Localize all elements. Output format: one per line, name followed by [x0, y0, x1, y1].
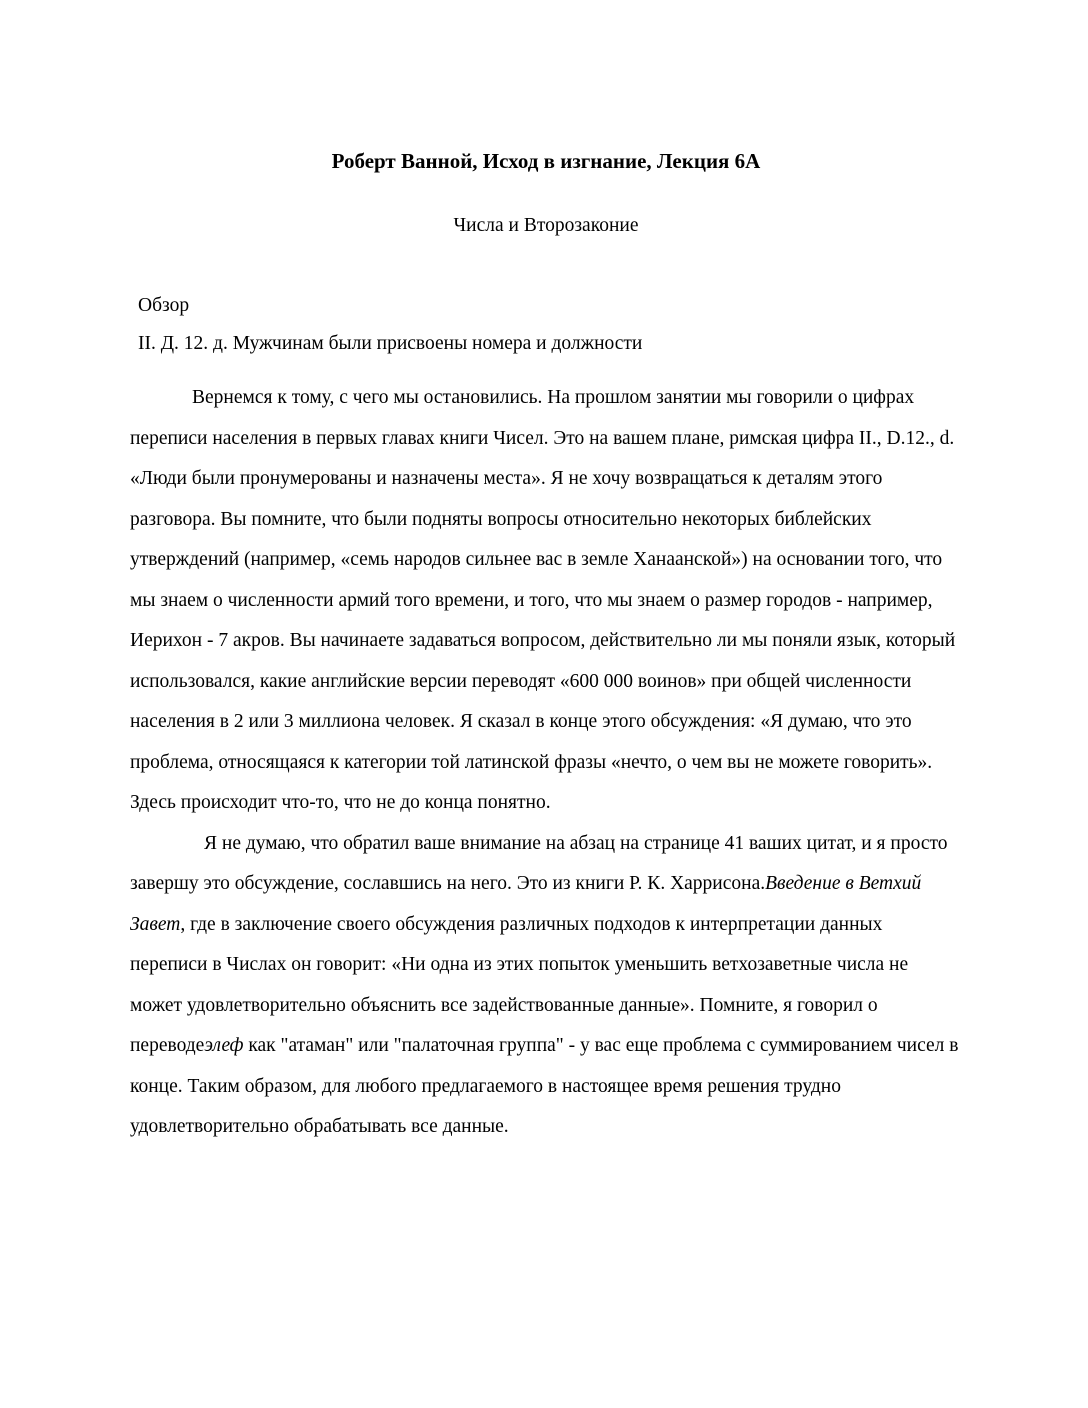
paragraph-2-text-3: как "атаман" или "палаточная группа" - у вас еще проблема с суммированием чисел в конце. Таким образом, для любого предлагаемого в настоящее время решения трудно удовлетворительно обрабатывать все данные.: [130, 1035, 959, 1137]
document-title: Роберт Ванной, Исход в изгнание, Лекция 6А: [331, 149, 761, 173]
paragraph-1: Вернемся к тому, с чего мы остановились. На прошлом занятии мы говорили о цифрах переписи населения в первых главах книги Чисел. Это на вашем плане, римская цифра II., D.12., d. «Люди были пронумерованы и назначены места». Я не хочу возвращаться к деталям этого разговора. Вы помните, что были подняты вопросы относительно некоторых библейских утверждений (например, «семь народов сильнее вас в земле Ханаанской») на основании того, что мы знаем о численности армий того времени, и того, что мы знаем о размер городов - например, Иерихон - 7 акров. Вы начинаете задаваться вопросом, действительно ли мы поняли язык, который использовался, какие английские версии переводят «600 000 воинов» при общей численности населения в 2 или 3 миллиона человек. Я сказал в конце этого обсуждения: «Я думаю, что это проблема, относящаяся к категории той латинской фразы «нечто, о чем вы не можете говорить». Здесь происходит что-то, что не до конца понятно.: [130, 387, 956, 813]
paragraph-2: [130, 824, 962, 1148]
term-elef-italic: элеф: [204, 1035, 244, 1056]
paragraph-2-text-1: Я не думаю, что обратил ваше внимание на абзац на странице 41 ваших цитат, и я просто завершу это обсуждение, сославшись на него. Это из книги Р. К. Харрисона.: [130, 832, 948, 894]
book-title-italic: Введение в Ветхий Завет: [130, 873, 922, 935]
outline-heading: II. Д. 12. д. Мужчинам были присвоены номера и должности: [138, 333, 643, 354]
document-subtitle: Числа и Второзаконие: [453, 215, 639, 236]
overview-label: Обзор: [138, 295, 190, 316]
paragraph-2-text-2: , где в заключение своего обсуждения различных подходов к интерпретации данных переписи в Числах он говорит: «Ни одна из этих попыток уменьшить ветхозаветные числа не может удовлетворительно объяснить все задействованные данные». Помните, я говорил о переводе: [130, 913, 909, 1056]
